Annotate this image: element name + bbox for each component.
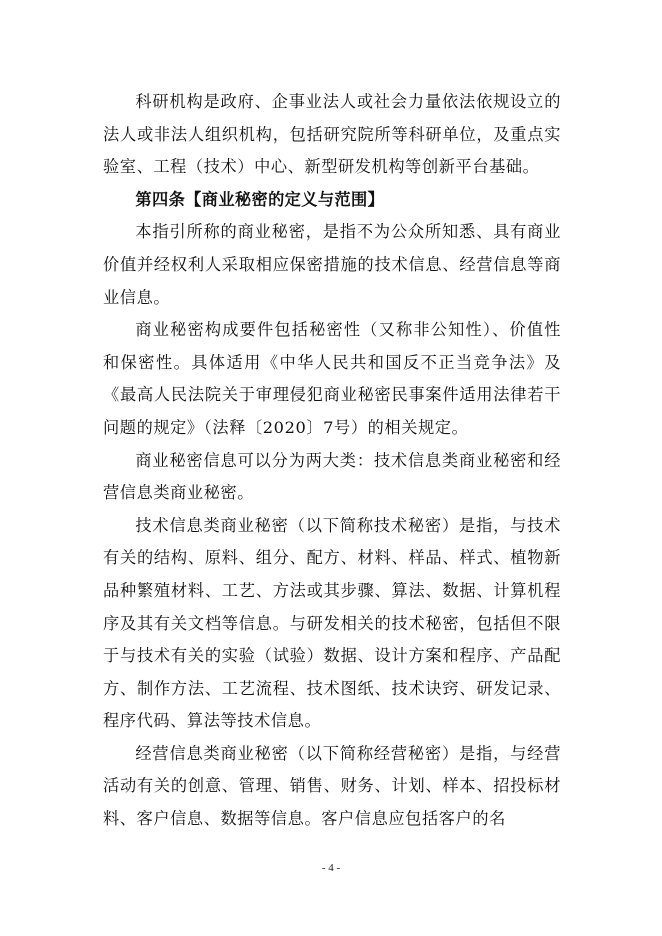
document-body — [103, 86, 561, 836]
paragraph-technical-secrets: 技术信息类商业秘密（以下简称技术秘密）是指，与技术有关的结构、原料、组分、配方、材料、样品、样式、植物新品种繁殖材料、工艺、方法或其步骤、算法、数据、计算机程序及其有关文档等信息。与研发相关的技术秘密，包括但不限于与技术有关的实验（试验）数据、设计方案和程序、产品配方、制作方法、工艺流程、技术图纸、技术诀窍、研发记录、程序代码、算法等技术信息。 — [103, 515, 561, 731]
paragraph-trade-secret-elements: 商业秘密构成要件包括秘密性（又称非公知性）、价值性和保密性。具体适用《中华人民共和国反不正当竞争法》及《最高人民法院关于审理侵犯商业秘密民事案件适用法律若干问题的规定》（法释〔2020〕7号）的相关规定。 — [103, 320, 561, 437]
paragraph-trade-secret-definition: 本指引所称的商业秘密，是指不为公众所知悉、具有商业价值并经权利人采取相应保密措施的技术信息、经营信息等商业信息。 — [103, 222, 561, 307]
page-number: - 4 - — [321, 862, 341, 874]
paragraph-research-institution-definition: 科研机构是政府、企事业法人或社会力量依法依规设立的法人或非法人组织机构，包括研究院所等科研单位，及重点实验室、工程（技术）中心、新型研发机构等创新平台基础。 — [103, 92, 561, 177]
paragraph-business-secrets: 经营信息类商业秘密（以下简称经营秘密）是指，与经营活动有关的创意、管理、销售、财务、计划、样本、招投标材料、客户信息、数据等信息。客户信息应包括客户的名 — [103, 743, 561, 829]
article-4-heading: 第四条【商业秘密的定义与范围】 — [135, 189, 385, 209]
paragraph-trade-secret-categories: 商业秘密信息可以分为两大类：技术信息类商业秘密和经营信息类商业秘密。 — [103, 450, 561, 503]
